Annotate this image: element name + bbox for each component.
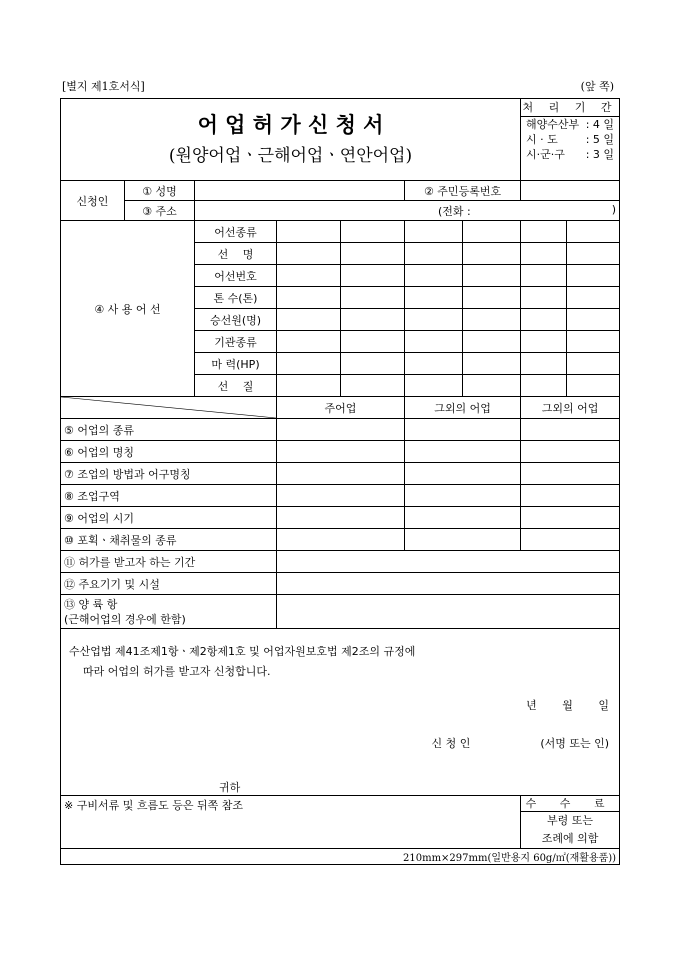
fishery-row-label: ⑪ 허가를 받고자 하는 기간: [61, 551, 277, 573]
vessel-cell[interactable]: [463, 221, 521, 243]
vessel-cell[interactable]: [521, 353, 567, 375]
vessel-cell[interactable]: [567, 309, 620, 331]
landing-port-field[interactable]: [277, 595, 620, 629]
vessel-cell[interactable]: [405, 309, 463, 331]
vessel-cell[interactable]: [341, 375, 405, 397]
declaration-line1: 수산업법 제41조제1항ㆍ제2항제1호 및 어업자원보호법 제2조의 규정에: [69, 645, 416, 658]
application-form: [60, 98, 620, 865]
vessel-cell[interactable]: [405, 243, 463, 265]
vessel-cell[interactable]: [277, 287, 341, 309]
landing-port-line2: (근해어업의 경우에 한함): [64, 612, 186, 626]
fishery-cell[interactable]: [277, 463, 405, 485]
phone-close: ): [611, 202, 617, 216]
vessel-cell[interactable]: [567, 243, 620, 265]
form-number: [별지 제1호서식]: [62, 80, 145, 93]
vessel-cell[interactable]: [277, 353, 341, 375]
vessel-field-label: 톤 수(톤): [195, 287, 277, 309]
main-fishery-header: 주어업: [277, 397, 405, 419]
declaration-block: [61, 629, 620, 796]
title-sub: (원양어업ㆍ근해어업ㆍ연안어업): [168, 145, 413, 166]
page-side-label: (앞 쪽): [580, 80, 614, 93]
vessel-field-label: 마 력(HP): [195, 353, 277, 375]
vessel-field-label: 기관종류: [195, 331, 277, 353]
fishery-cell[interactable]: [277, 419, 405, 441]
address-label: ③ 주소: [125, 201, 195, 221]
vessel-field-label: 선 질: [195, 375, 277, 397]
vessel-cell[interactable]: [277, 331, 341, 353]
vessel-cell[interactable]: [521, 287, 567, 309]
fee-label: 수 수 료: [521, 796, 619, 812]
fishery-cell[interactable]: [277, 529, 405, 551]
vessel-cell[interactable]: [405, 287, 463, 309]
fishery-cell[interactable]: [405, 441, 521, 463]
fishery-row-label: ⑫ 주요기기 및 시설: [61, 573, 277, 595]
vessel-cell[interactable]: [341, 331, 405, 353]
addressee-label: 귀하: [219, 781, 241, 794]
applicant-sign-label: 신 청 인: [431, 737, 471, 750]
vessel-cell[interactable]: [567, 221, 620, 243]
processing-days: : 5 일: [585, 133, 615, 146]
fishery-cell[interactable]: [405, 507, 521, 529]
fishery-cell[interactable]: [521, 463, 620, 485]
fishery-cell[interactable]: [405, 463, 521, 485]
vessel-field-label: 어선종류: [195, 221, 277, 243]
fishery-row-label: ⑥ 어업의 명칭: [61, 441, 277, 463]
fishery-wide-cell[interactable]: [277, 551, 620, 573]
vessel-cell[interactable]: [405, 221, 463, 243]
fishery-row-label: ⑤ 어업의 종류: [61, 419, 277, 441]
fishery-row-label: ⑧ 조업구역: [61, 485, 277, 507]
vessel-cell[interactable]: [341, 287, 405, 309]
vessel-cell[interactable]: [277, 375, 341, 397]
vessel-cell[interactable]: [567, 287, 620, 309]
vessel-cell[interactable]: [521, 243, 567, 265]
vessel-cell[interactable]: [277, 265, 341, 287]
signature-label: (서명 또는 인): [540, 737, 610, 750]
processing-label: 처 리 기 간: [521, 99, 619, 117]
vessel-field-label: 승선원(명): [195, 309, 277, 331]
fee-line1: 부령 또는: [547, 814, 594, 827]
other-fishery-header-2: 그외의 어업: [521, 397, 620, 419]
vessel-cell[interactable]: [521, 265, 567, 287]
vessel-cell[interactable]: [463, 309, 521, 331]
landing-port-label: [61, 595, 277, 629]
title-main: 어 업 허 가 신 청 서: [197, 111, 384, 137]
fishery-cell[interactable]: [277, 485, 405, 507]
vessel-cell[interactable]: [405, 353, 463, 375]
vessel-cell[interactable]: [521, 331, 567, 353]
vessel-cell[interactable]: [463, 353, 521, 375]
fee-line2: 조례에 의함: [541, 832, 599, 845]
vessel-cell[interactable]: [567, 353, 620, 375]
vessel-field-label: 선 명: [195, 243, 277, 265]
vessel-cell[interactable]: [277, 221, 341, 243]
vessel-cell[interactable]: [341, 309, 405, 331]
required-docs-note: ※ 구비서류 및 흐름도 등은 뒤쪽 참조: [61, 796, 521, 849]
fishery-cell[interactable]: [405, 485, 521, 507]
fishery-row-label: ⑨ 어업의 시기: [61, 507, 277, 529]
vessel-cell[interactable]: [521, 221, 567, 243]
fishery-cell[interactable]: [521, 419, 620, 441]
vessel-cell[interactable]: [463, 265, 521, 287]
vessel-cell[interactable]: [463, 375, 521, 397]
fishery-cell[interactable]: [277, 441, 405, 463]
vessel-cell[interactable]: [405, 331, 463, 353]
fishery-cell[interactable]: [405, 419, 521, 441]
processing-org: 해양수산부: [526, 118, 580, 131]
name-field[interactable]: [195, 181, 405, 201]
vessel-cell[interactable]: [463, 243, 521, 265]
vessel-cell[interactable]: [463, 287, 521, 309]
rrn-label: ② 주민등록번호: [405, 181, 521, 201]
fishery-cell[interactable]: [521, 529, 620, 551]
vessel-cell[interactable]: [463, 331, 521, 353]
processing-days: : 4 일: [585, 118, 615, 131]
phone-label: (전화 :: [438, 204, 471, 218]
address-field[interactable]: [195, 201, 620, 221]
vessel-cell[interactable]: [277, 309, 341, 331]
landing-port-line1: ⑬ 양 륙 항: [64, 597, 118, 611]
vessel-cell[interactable]: [277, 243, 341, 265]
diagonal-line: [61, 397, 276, 418]
vessel-cell[interactable]: [567, 265, 620, 287]
name-label: ① 성명: [125, 181, 195, 201]
vessel-cell[interactable]: [405, 375, 463, 397]
date-line: 년 월 일: [526, 699, 610, 712]
paper-spec: 210mm×297mm(일반용지 60g/㎡(재활용품)): [61, 849, 620, 865]
fishery-cell[interactable]: [521, 485, 620, 507]
vessel-cell[interactable]: [341, 243, 405, 265]
fishery-cell[interactable]: [277, 507, 405, 529]
diagonal-header-cell: [61, 397, 277, 419]
processing-org: 시·군·구: [526, 148, 565, 161]
rrn-field[interactable]: [521, 181, 620, 201]
fishery-cell[interactable]: [521, 507, 620, 529]
vessel-cell[interactable]: [567, 331, 620, 353]
vessel-cell[interactable]: [567, 375, 620, 397]
fishery-cell[interactable]: [521, 441, 620, 463]
vessel-field-label: 어선번호: [195, 265, 277, 287]
fishery-cell[interactable]: [405, 529, 521, 551]
vessel-cell[interactable]: [521, 375, 567, 397]
fishery-row-label: ⑦ 조업의 방법과 어구명칭: [61, 463, 277, 485]
vessel-cell[interactable]: [341, 221, 405, 243]
processing-days: : 3 일: [585, 148, 615, 161]
vessel-cell[interactable]: [521, 309, 567, 331]
fishery-wide-cell[interactable]: [277, 573, 620, 595]
fishery-row-label: ⑩ 포획ㆍ채취물의 종류: [61, 529, 277, 551]
vessel-cell[interactable]: [341, 265, 405, 287]
other-fishery-header-1: 그외의 어업: [405, 397, 521, 419]
form-title: [61, 99, 521, 181]
processing-org: 시 · 도: [526, 133, 558, 146]
declaration-line2: 따라 어업의 허가를 받고자 신청합니다.: [83, 665, 271, 678]
vessel-cell[interactable]: [341, 353, 405, 375]
vessel-label: ④ 사 용 어 선: [61, 221, 195, 397]
fee-box: [521, 796, 620, 849]
processing-period: [521, 99, 620, 181]
applicant-label: 신청인: [61, 181, 125, 221]
vessel-cell[interactable]: [405, 265, 463, 287]
